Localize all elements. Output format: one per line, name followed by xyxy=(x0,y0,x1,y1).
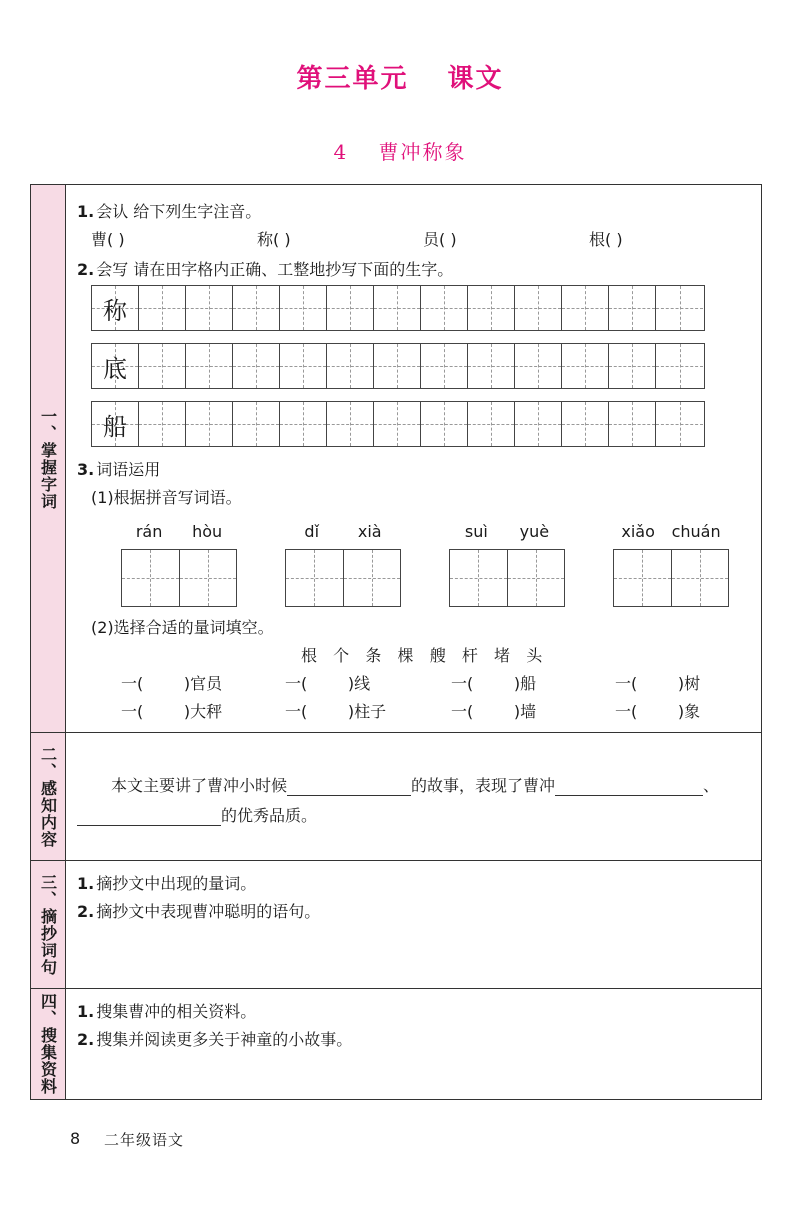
model-char: 底 xyxy=(103,354,127,383)
unit-title xyxy=(0,58,800,95)
task-number: 1. xyxy=(77,1002,95,1021)
measure-blank[interactable]: 一( )大秤 xyxy=(121,702,223,721)
section-label-box xyxy=(31,733,66,860)
measure-word-options: 根 个 条 棵 艘 杆 堵 头 xyxy=(301,646,545,665)
section-label-box xyxy=(31,861,66,988)
question-text: 会认 给下列生字注音。 xyxy=(96,202,262,221)
section-name: 课文 xyxy=(447,64,504,94)
task-text: 搜集并阅读更多关于神童的小故事。 xyxy=(96,1030,353,1049)
answer-blank[interactable] xyxy=(555,777,703,796)
book-title: 二年级语文 xyxy=(104,1131,185,1149)
pinyin-syllable: chuán xyxy=(671,522,721,541)
section-comprehension xyxy=(31,733,761,861)
model-char: 船 xyxy=(103,412,127,441)
task-number: 2. xyxy=(77,902,95,921)
sub-question-2: (2)选择合适的量词填空。 xyxy=(91,618,274,637)
pinyin-syllable: suì xyxy=(464,522,488,541)
measure-blank[interactable]: 一( )柱子 xyxy=(285,702,387,721)
task-item xyxy=(77,999,256,1022)
task-number: 1. xyxy=(77,874,95,893)
task-item xyxy=(77,899,320,922)
section-label: 三、摘抄词句 xyxy=(38,873,58,976)
measure-blank[interactable]: 一( )船 xyxy=(451,674,537,693)
measure-blank[interactable]: 一( )象 xyxy=(615,702,701,721)
question-2 xyxy=(77,257,453,280)
task-text: 摘抄文中出现的量词。 xyxy=(96,874,257,893)
answer-blank[interactable] xyxy=(77,807,221,826)
section-excerpts xyxy=(31,861,761,989)
sub-question-1: (1)根据拼音写词语。 xyxy=(91,488,242,507)
worksheet xyxy=(30,184,762,1100)
section-vocab xyxy=(31,185,761,733)
question-number: 1. xyxy=(77,202,95,221)
summary-line-2 xyxy=(77,803,317,826)
pinyin-blank[interactable]: 曹( ) xyxy=(91,230,125,249)
pinyin-syllable: yuè xyxy=(519,522,550,541)
measure-blank[interactable]: 一( )墙 xyxy=(451,702,537,721)
lesson-title xyxy=(0,136,800,165)
question-text: 会写 请在田字格内正确、工整地抄写下面的生字。 xyxy=(96,260,454,279)
pinyin-syllable: hòu xyxy=(192,522,223,541)
section-label: 一、掌握字词 xyxy=(38,407,58,510)
section-label: 二、感知内容 xyxy=(38,745,58,848)
pinyin-blank[interactable]: 称( ) xyxy=(257,230,291,249)
pinyin-syllable: xià xyxy=(357,522,382,541)
task-text: 摘抄文中表现曹冲聪明的语句。 xyxy=(96,902,321,921)
model-char: 称 xyxy=(103,296,127,325)
tianzi-grid-row[interactable] xyxy=(91,343,705,389)
measure-blank[interactable]: 一( )官员 xyxy=(121,674,223,693)
tianzi-grid-row[interactable] xyxy=(91,401,705,447)
section-label: 四、搜集资料 xyxy=(38,993,58,1095)
summary-line-1 xyxy=(111,773,719,796)
section-label-box xyxy=(31,989,66,1099)
measure-blank[interactable]: 一( )树 xyxy=(615,674,701,693)
summary-text: 、 xyxy=(703,776,720,795)
section-label-box xyxy=(31,185,66,732)
pinyin-blank[interactable]: 根( ) xyxy=(589,230,623,249)
question-3 xyxy=(77,457,160,480)
task-text: 搜集曹冲的相关资料。 xyxy=(96,1002,257,1021)
pinyin-syllable: rán xyxy=(135,522,163,541)
question-number: 2. xyxy=(77,260,95,279)
question-text: 词语运用 xyxy=(96,460,161,479)
task-item xyxy=(77,1027,352,1050)
page-number: 8 xyxy=(70,1129,81,1148)
lesson-number: 4 xyxy=(333,140,349,164)
task-item xyxy=(77,871,256,894)
task-number: 2. xyxy=(77,1030,95,1049)
pinyin-blank[interactable]: 员( ) xyxy=(423,230,457,249)
summary-text: 的优秀品质。 xyxy=(221,806,318,825)
summary-text: 本文主要讲了曹冲小时候 xyxy=(111,776,288,795)
lesson-name: 曹冲称象 xyxy=(378,140,467,164)
question-1 xyxy=(77,199,261,222)
question-number: 3. xyxy=(77,460,95,479)
summary-text: 的故事，表现了曹冲 xyxy=(411,776,556,795)
pinyin-syllable: xiǎo xyxy=(621,522,655,541)
tianzi-grid-row[interactable] xyxy=(91,285,705,331)
pinyin-syllable: dǐ xyxy=(304,522,320,541)
section-research xyxy=(31,989,761,1099)
unit-name: 第三单元 xyxy=(296,64,409,94)
answer-blank[interactable] xyxy=(287,777,411,796)
measure-blank[interactable]: 一( )线 xyxy=(285,674,371,693)
